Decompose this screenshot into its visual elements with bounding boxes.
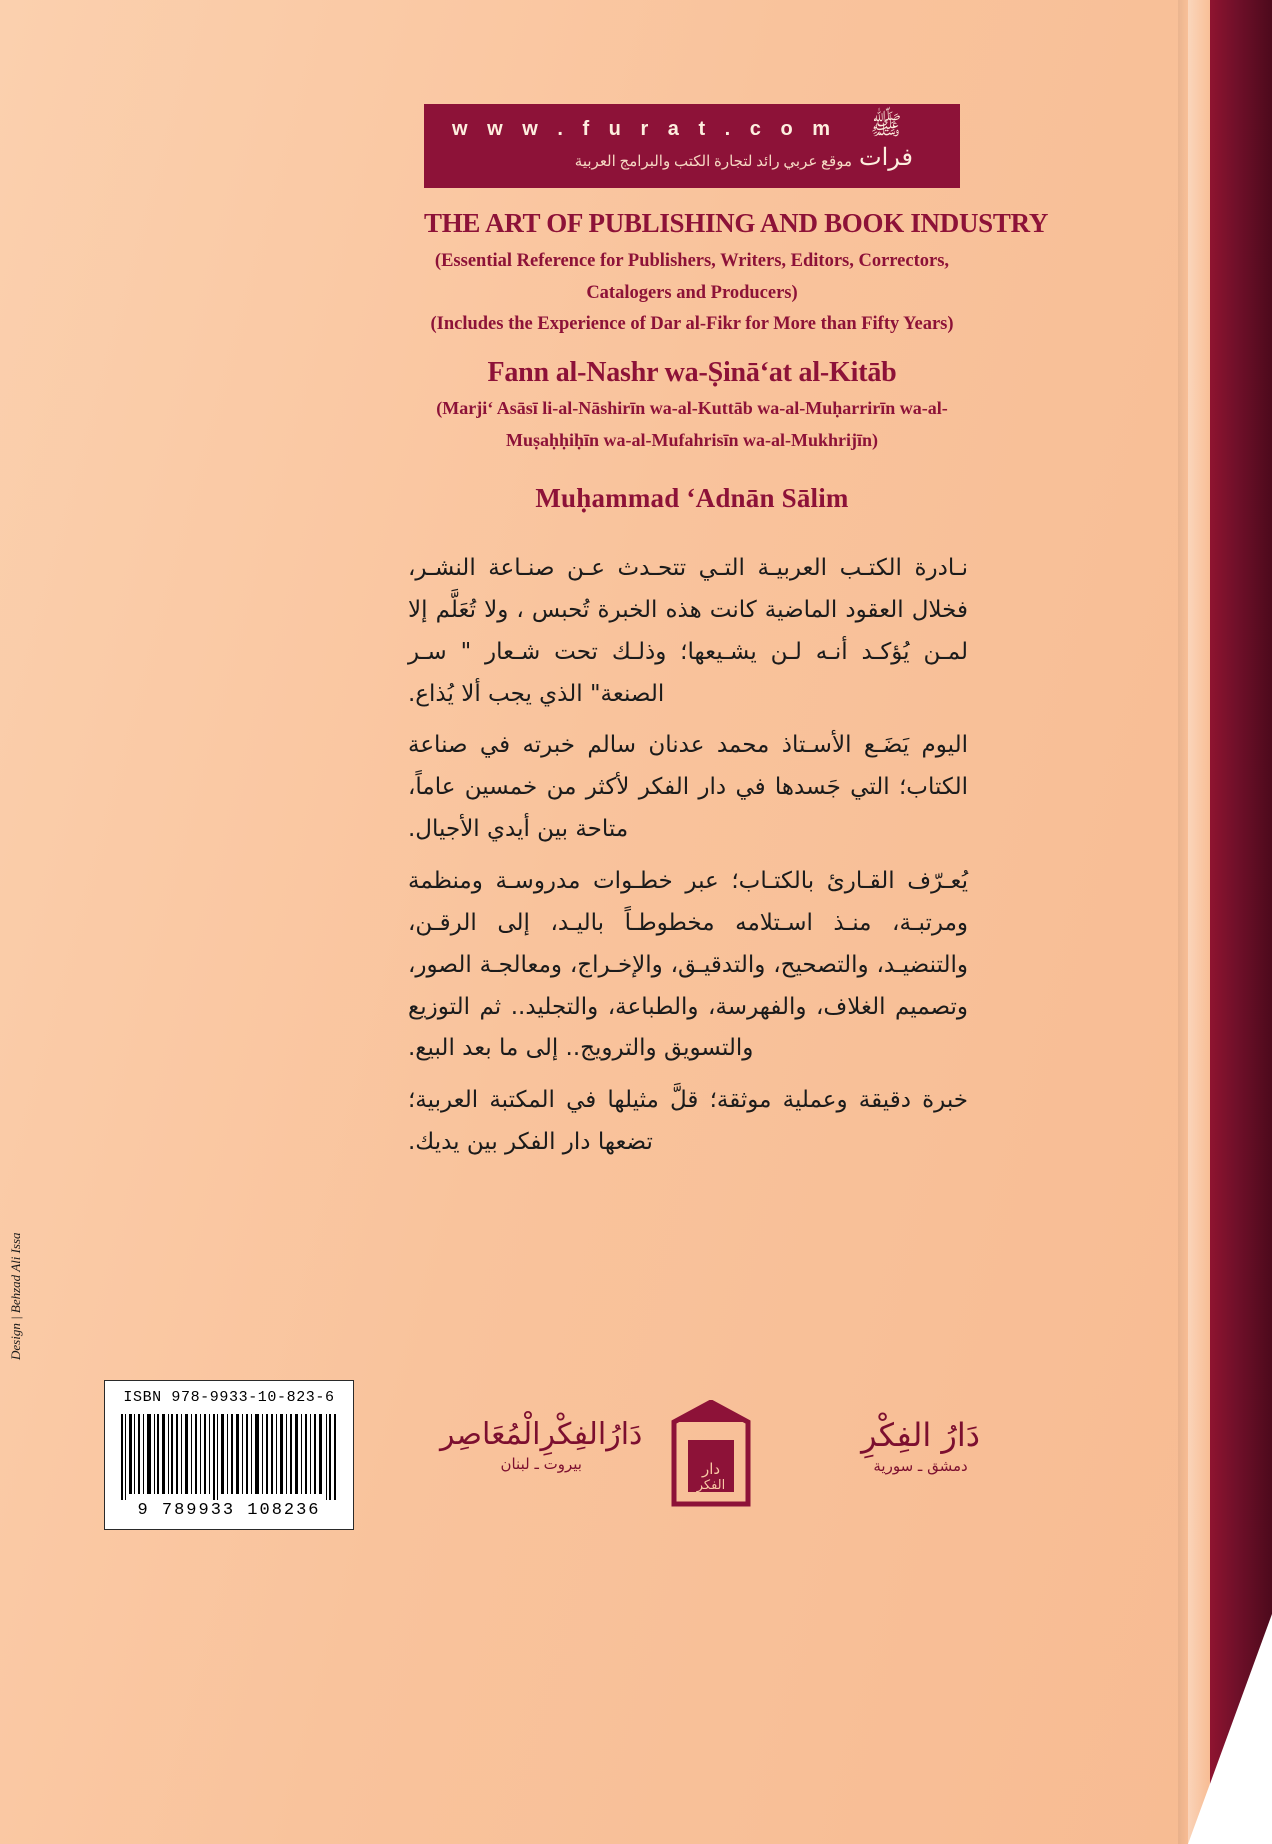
book-title-transliterated: Fann al-Nashr wa-Ṣināʻat al-Kitāb bbox=[487, 356, 897, 388]
title-block bbox=[424, 208, 1049, 514]
ean-digits: 9 789933 108236 bbox=[137, 1501, 321, 1520]
book-subtitle-line-3: (Includes the Experience of Dar al-Fikr for More than Fifty Years) bbox=[430, 313, 954, 334]
book-title-english: THE ART OF PUBLISHING AND BOOK INDUSTRY bbox=[424, 208, 1049, 238]
furat-logo-mark: ﷺ bbox=[870, 111, 902, 140]
spine-fold-shadow bbox=[1178, 0, 1188, 1844]
publisher-right-name: دَارُ الفِكْرِ bbox=[861, 1416, 980, 1454]
isbn-number: ISBN 978-9933-10-823-6 bbox=[123, 1389, 335, 1406]
book-subtitle-line-2: Catalogers and Producers) bbox=[586, 282, 798, 303]
blurb-paragraph: نـادرة الكتـب العربيـة التـي تتحـدث عـن صنـاعة النشـر، فخلال العقود الماضية كانت هذه الخبرة تُحبس ، ولا تُعَلَّم إلا لمـن يُؤكـد أنـه لـن يشـيعها؛ وذلـك تحت شـعار " سـر الصنعة" الذي يجب ألا يُذاع. bbox=[408, 555, 968, 707]
book-subtitle-transliterated-line-2: Muṣaḥḥiḥīn wa-al-Mufahrisīn wa-al-Mukhrijīn) bbox=[505, 429, 879, 450]
isbn-barcode-box bbox=[104, 1380, 354, 1530]
back-cover-blurb bbox=[408, 548, 968, 1174]
blurb-paragraph: خبرة دقيقة وعملية موثقة؛ قلَّ مثيلها في المكتبة العربية؛ تضعها دار الفكر بين يديك. bbox=[408, 1087, 968, 1156]
barcode-icon bbox=[121, 1414, 337, 1500]
publisher-right-city: دمشق ـ سورية bbox=[873, 1457, 968, 1476]
dar-al-fikr-emblem-icon bbox=[668, 1400, 754, 1510]
publisher-left-name: دَارُالفِكْرِالْمُعَاصِر bbox=[440, 1417, 643, 1452]
furat-logo-word: فرات bbox=[859, 144, 913, 171]
svg-text:دار: دار bbox=[701, 1460, 721, 1478]
blurb-paragraph: يُعـرّف القـارئ بالكتـاب؛ عبر خطـوات مدروسـة ومنظمة ومرتبـة، منـذ اسـتلامه مخطوطـاً باليـد، إلى الرقـن، والتنضيـد، والتصحيح، والتدقيـق، والإخـراج، ومعالجـة الصور، وتصميم الغلاف، والفهرسة، والطباعة، والتجليد.. ثم التوزيع والتسويق والترويج.. إلى ما بعد البيع. bbox=[408, 868, 968, 1062]
author-name: Muḥammad ʻAdnān Sālim bbox=[535, 482, 849, 513]
publisher-left-city: بيروت ـ لبنان bbox=[500, 1455, 582, 1473]
furat-tagline: موقع عربي رائد لتجارة الكتب والبرامج العربية bbox=[574, 154, 852, 170]
publisher-dar-al-fikr bbox=[861, 1418, 980, 1475]
furat-masthead bbox=[424, 104, 960, 188]
svg-text:الفكر: الفكر bbox=[696, 1478, 726, 1493]
blurb-paragraph: اليوم يَضَـع الأسـتاذ محمد عدنان سالم خبرته في صناعة الكتاب؛ التي جَسدها في دار الفكر لأكثر من خمسين عاماً، متاحة بين أيدي الأجيال. bbox=[408, 732, 968, 843]
publisher-dar-al-fikr-al-muasir bbox=[440, 1418, 642, 1473]
spine-dark-band bbox=[1210, 0, 1272, 1844]
furat-url[interactable]: w w w . f u r a t . c o m bbox=[452, 118, 838, 140]
publisher-logos bbox=[440, 1400, 980, 1540]
book-subtitle-line-1: (Essential Reference for Publishers, Writers, Editors, Correctors, bbox=[434, 251, 950, 272]
spine-highlight-band bbox=[1188, 0, 1210, 1844]
designer-credit: Design | Behzad Ali Issa bbox=[8, 1232, 23, 1360]
book-subtitle-transliterated-line-1: (Marjiʻ Asāsī li-al-Nāshirīn wa-al-Kuttāb wa-al-Muḥarrirīn wa-al- bbox=[436, 397, 948, 418]
furat-logo bbox=[826, 112, 946, 172]
